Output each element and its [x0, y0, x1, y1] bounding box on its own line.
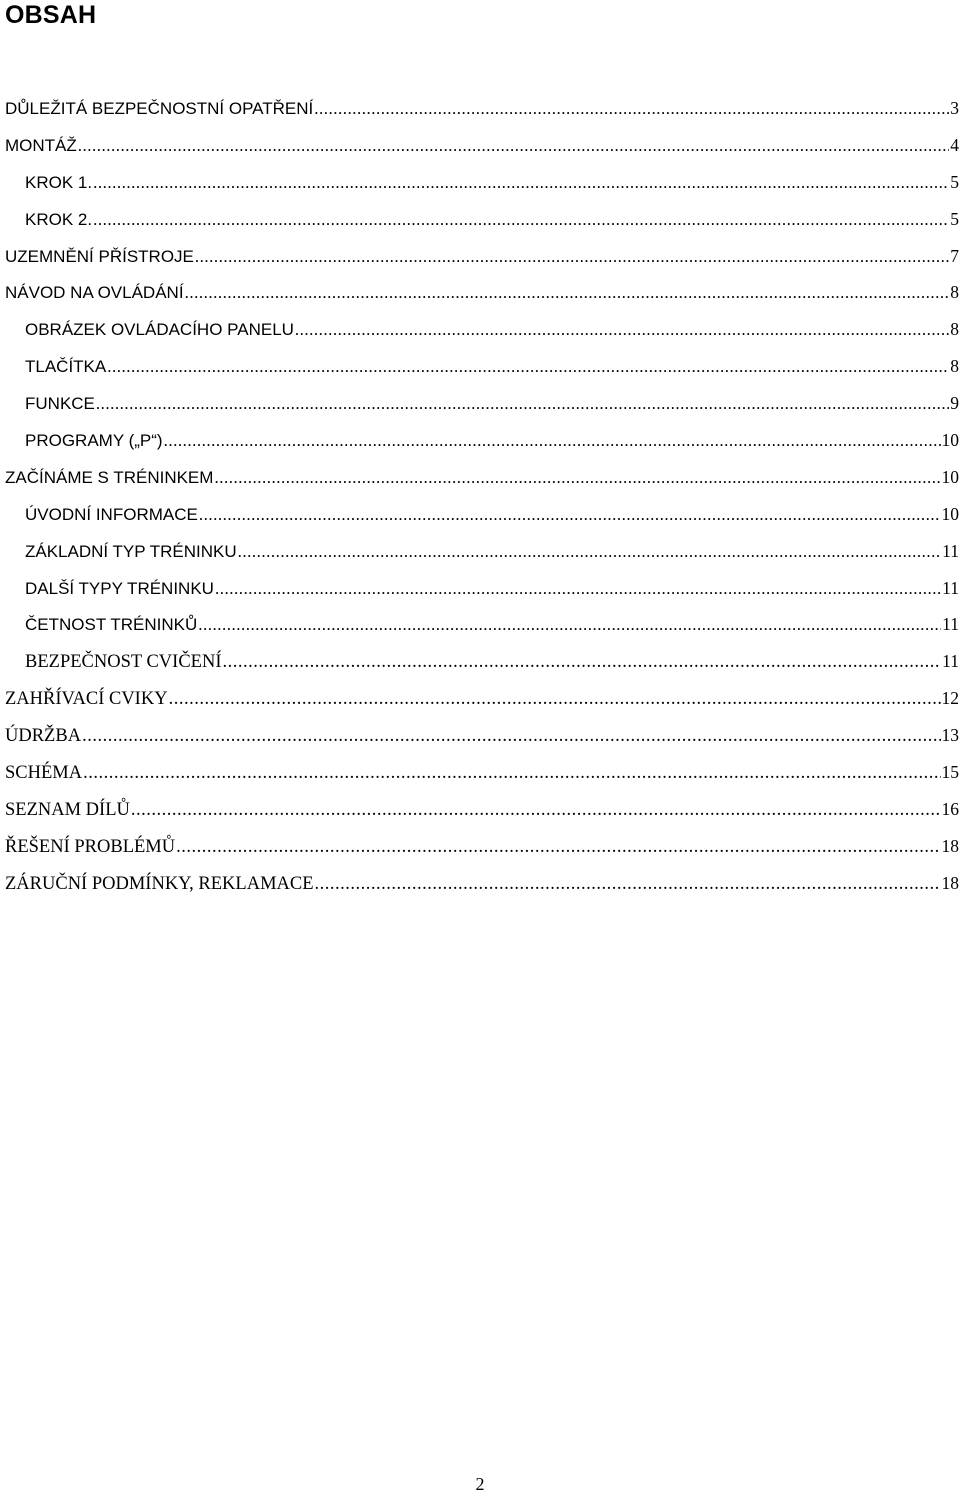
- toc-dot-leader: [164, 423, 941, 460]
- toc-entry[interactable]: [0, 459, 960, 496]
- toc-entry[interactable]: [0, 717, 960, 754]
- page-number: 2: [475, 1474, 485, 1494]
- toc-entry[interactable]: [0, 274, 960, 311]
- toc-entry-title: ZÁKLADNÍ TYP TRÉNINKU: [25, 541, 237, 561]
- toc-entry[interactable]: [0, 570, 960, 607]
- toc-entry-page: 13: [941, 725, 959, 746]
- toc-entry-title: TLAČÍTKA: [25, 357, 107, 377]
- toc-entry[interactable]: [0, 422, 960, 459]
- toc-dot-leader: [295, 312, 949, 349]
- toc-entry-title: DŮLEŽITÁ BEZPEČNOSTNÍ OPATŘENÍ: [5, 99, 314, 118]
- toc-entry-title: DALŠÍ TYPY TRÉNINKU: [25, 578, 214, 598]
- toc-entry[interactable]: [0, 348, 960, 385]
- toc-entry-page: 10: [941, 466, 959, 487]
- toc-entry-title: ZAHŘÍVACÍ CVIKY: [5, 689, 168, 710]
- toc-entry-page: 3: [950, 98, 959, 118]
- toc-dot-leader: [131, 792, 941, 829]
- toc-dot-leader: [214, 460, 940, 497]
- toc-entry-title: OBRÁZEK OVLÁDACÍHO PANELU: [25, 320, 294, 340]
- toc-entry-page: 9: [950, 393, 959, 414]
- toc-entry-title: FUNKCE: [25, 394, 95, 414]
- toc-entry[interactable]: [0, 90, 960, 127]
- toc-entry[interactable]: [0, 754, 960, 791]
- toc-entry-page: 8: [950, 282, 959, 303]
- toc-dot-leader: [238, 534, 942, 571]
- table-of-contents: [0, 90, 960, 902]
- toc-dot-leader: [215, 571, 941, 608]
- toc-entry-page: 4: [950, 134, 959, 155]
- toc-dot-leader: [83, 755, 940, 792]
- toc-entry-page: 11: [942, 651, 959, 672]
- toc-entry-page: 5: [950, 171, 959, 192]
- toc-dot-leader: [185, 275, 950, 312]
- toc-entry-page: 5: [950, 208, 959, 229]
- toc-dot-leader: [169, 681, 941, 718]
- toc-dot-leader: [223, 644, 942, 681]
- toc-dot-leader: [96, 386, 949, 423]
- toc-entry-page: 12: [941, 688, 959, 709]
- toc-dot-leader: [93, 202, 949, 239]
- toc-entry-page: 8: [950, 319, 959, 340]
- toc-entry[interactable]: [0, 238, 960, 275]
- toc-dot-leader: [82, 718, 940, 755]
- toc-dot-leader: [78, 128, 949, 165]
- toc-entry-title: UZEMNĚNÍ PŘÍSTROJE: [5, 246, 194, 266]
- toc-dot-leader: [195, 239, 949, 276]
- toc-entry[interactable]: [0, 201, 960, 238]
- toc-entry-page: 10: [941, 430, 959, 451]
- toc-entry[interactable]: [0, 385, 960, 422]
- toc-dot-leader: [314, 91, 949, 128]
- toc-entry[interactable]: [0, 127, 960, 164]
- toc-entry-title: BEZPEČNOST CVIČENÍ: [25, 652, 222, 673]
- toc-entry-page: 15: [941, 762, 959, 783]
- toc-entry[interactable]: [0, 606, 960, 643]
- toc-dot-leader: [198, 607, 941, 644]
- toc-entry[interactable]: [0, 311, 960, 348]
- toc-entry-title: ZÁRUČNÍ PODMÍNKY, REKLAMACE: [5, 873, 314, 894]
- page-title: OBSAH: [5, 1, 97, 29]
- toc-entry[interactable]: [0, 643, 960, 680]
- toc-entry-page: 11: [942, 577, 959, 598]
- toc-dot-leader: [176, 829, 940, 866]
- toc-entry-title: ČETNOST TRÉNINKŮ: [25, 615, 198, 635]
- toc-entry-title: SCHÉMA: [5, 763, 83, 784]
- toc-entry[interactable]: [0, 865, 960, 902]
- toc-entry-title: KROK 2.: [25, 209, 93, 229]
- toc-entry[interactable]: [0, 496, 960, 533]
- toc-entry[interactable]: [0, 828, 960, 865]
- toc-entry-page: 16: [941, 798, 959, 819]
- toc-entry-page: 10: [941, 503, 959, 524]
- toc-entry-title: ÚDRŽBA: [5, 726, 82, 747]
- toc-entry-page: 11: [942, 614, 959, 635]
- toc-entry[interactable]: [0, 680, 960, 717]
- toc-entry-title: ŘEŠENÍ PROBLÉMŮ: [5, 836, 176, 857]
- toc-entry-title: SEZNAM DÍLŮ: [5, 799, 130, 820]
- toc-entry-title: NÁVOD NA OVLÁDÁNÍ: [5, 283, 184, 303]
- toc-entry[interactable]: [0, 533, 960, 570]
- toc-dot-leader: [93, 165, 949, 202]
- toc-entry-page: 7: [950, 245, 959, 266]
- toc-entry[interactable]: [0, 791, 960, 828]
- toc-entry-title: MONTÁŽ: [5, 135, 77, 155]
- toc-entry[interactable]: [0, 164, 960, 201]
- toc-entry-page: 18: [941, 872, 959, 893]
- toc-entry-title: ZAČÍNÁME S TRÉNINKEM: [5, 467, 214, 487]
- toc-entry-page: 18: [941, 835, 959, 856]
- toc-dot-leader: [315, 866, 941, 903]
- toc-dot-leader: [199, 497, 941, 534]
- toc-entry-page: 8: [950, 356, 959, 377]
- toc-entry-title: KROK 1.: [25, 172, 93, 192]
- toc-entry-title: PROGRAMY („P“): [25, 431, 163, 451]
- toc-entry-page: 11: [942, 540, 959, 561]
- toc-dot-leader: [107, 349, 949, 386]
- toc-entry-title: ÚVODNÍ INFORMACE: [25, 504, 198, 524]
